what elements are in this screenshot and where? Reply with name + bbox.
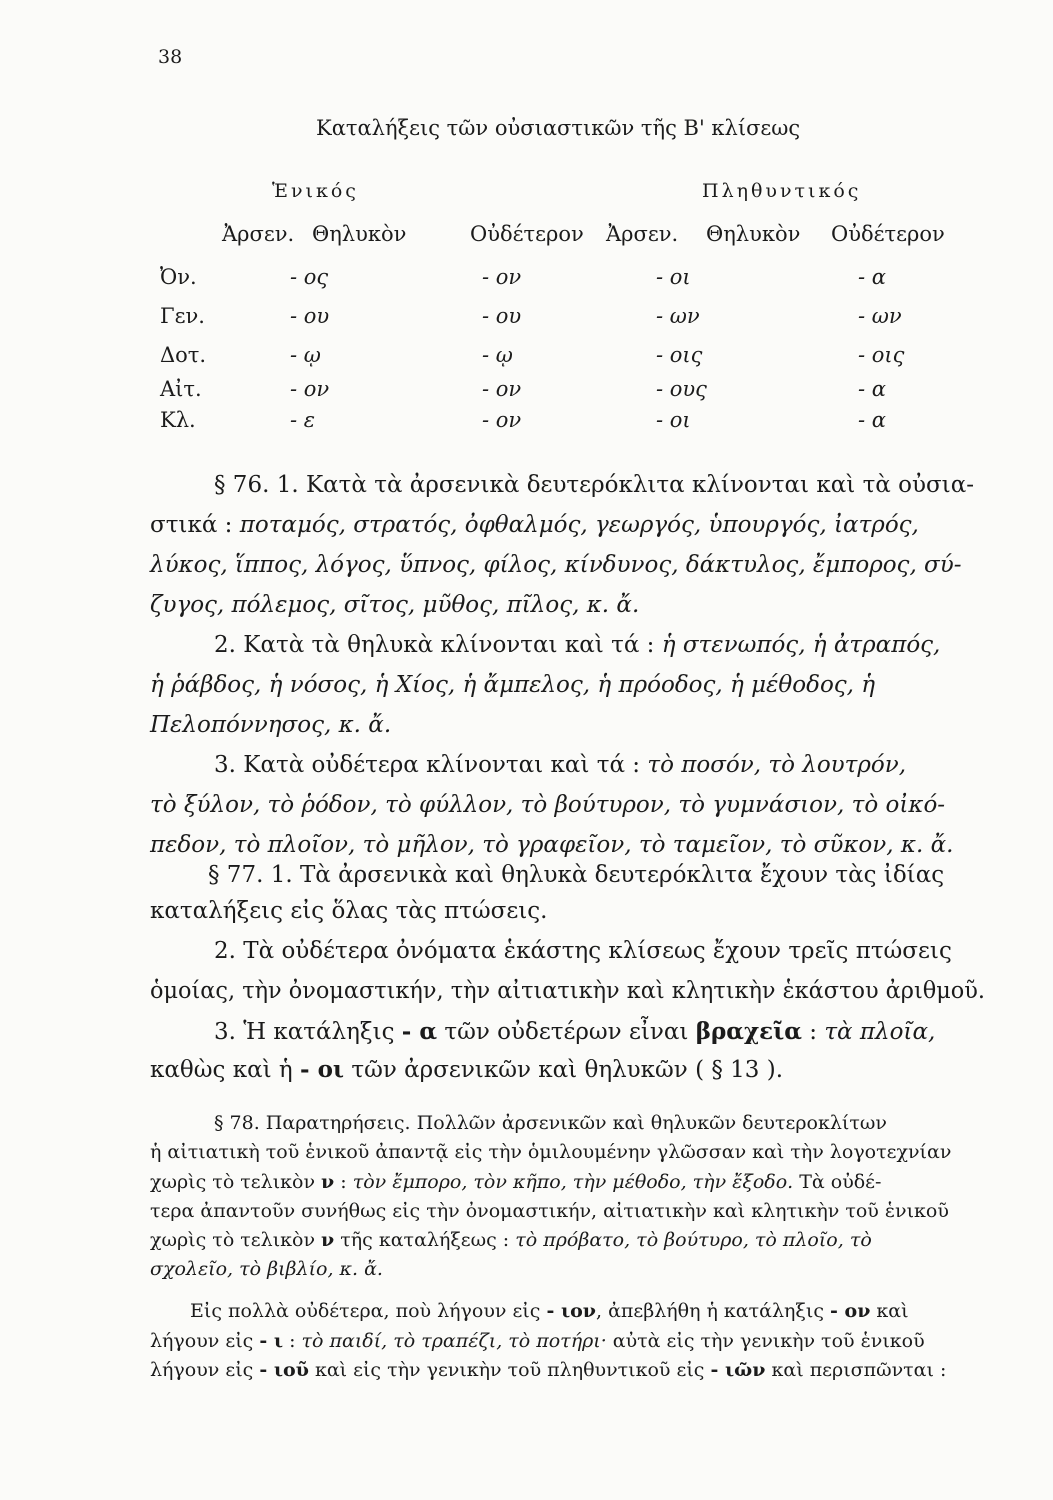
ending-cell: - ον xyxy=(290,377,330,401)
text-line: § 77. 1. Τὰ ἀρσενικὰ καὶ θηλυκὰ δευτερόκλιτα ἔχουν τὰς ἰδίας xyxy=(208,862,945,888)
example-words: ἡ στενωπός, ἡ ἀτραπός, xyxy=(661,632,941,658)
ending: - ιοῦ xyxy=(259,1359,309,1381)
case-label: Δοτ. xyxy=(160,343,207,367)
text-run: 3. Ἡ κατάληξις xyxy=(214,1019,402,1045)
ending: ν xyxy=(321,1229,335,1251)
text-run: αὐτὰ εἰς τὴν γενικὴν τοῦ ἑνικοῦ xyxy=(606,1330,925,1352)
text-line: ὁμοίας, τὴν ὀνομαστικήν, τὴν αἰτιατικὴν καὶ κλητικὴν ἑκάστου ἀριθμοῦ. xyxy=(150,978,985,1004)
ending-cell: - ου xyxy=(290,304,330,328)
text-run: λήγουν εἰς xyxy=(150,1359,260,1381)
text-line xyxy=(150,672,875,698)
text-run: καὶ περισπῶνται : xyxy=(765,1359,947,1381)
text-line xyxy=(150,592,639,618)
text-line: σχολεῖο, τὸ βιβλίο, κ. ἄ. xyxy=(150,1258,383,1280)
example-words: τὸ ποσόν, τὸ λουτρόν, xyxy=(647,752,907,778)
ending-cell: - οι xyxy=(656,408,691,432)
text-line xyxy=(150,1171,881,1193)
example-words: ποταμός, στρατός, ὀφθαλμός, γεωργός, ὑπουργός, ἰατρός, xyxy=(239,512,919,538)
text-line: ἡ αἰτιατικὴ τοῦ ἑνικοῦ ἀπαντᾷ εἰς τὴν ὁμιλουμένην γλῶσσαν καὶ τὴν λογοτεχνίαν xyxy=(150,1141,952,1163)
col-header: Ἀρσεν. xyxy=(606,222,679,246)
text-run: : xyxy=(283,1330,302,1352)
ending-cell: - ῳ xyxy=(290,343,321,367)
text-line xyxy=(150,1330,925,1352)
text-line: τερα ἀπαντοῦν συνήθως εἰς τὴν ὀνομαστικήν, αἰτιατικὴν καὶ κλητικὴν τοῦ ἑνικοῦ xyxy=(150,1200,949,1222)
text-line xyxy=(150,792,945,818)
ending-cell: - ῳ xyxy=(482,343,513,367)
text-line xyxy=(150,832,953,858)
text-line xyxy=(214,632,940,658)
ending-cell: - ος xyxy=(290,265,329,289)
example-words: τὸ παιδί, τὸ τραπέζι, τὸ ποτήρι· xyxy=(301,1330,607,1352)
group-plural: Πληθυντικός xyxy=(702,180,862,202)
ending-cell: - ων xyxy=(858,304,902,328)
text-run: § 76. 1. Κατὰ τὰ ἀρσενικὰ δευτερόκλιτα κλίνονται καὶ τὰ οὐσια- xyxy=(214,472,974,498)
example-words: πεδον, τὸ πλοῖον, τὸ μῆλον, τὸ γραφεῖον, τὸ ταμεῖον, τὸ σῦκον, κ. ἄ. xyxy=(150,832,954,858)
text-run: χωρὶς τὸ τελικὸν xyxy=(150,1171,322,1193)
ending-cell: - ε xyxy=(290,408,316,432)
text-line xyxy=(150,1229,872,1251)
ending-cell: - ον xyxy=(482,377,522,401)
text-line xyxy=(150,512,919,538)
text-line xyxy=(214,752,906,778)
text-run: καθὼς καὶ ἡ xyxy=(150,1057,301,1083)
text-line xyxy=(150,552,962,578)
col-header: Θηλυκὸν xyxy=(706,222,801,246)
example-words: τὸ πρόβατο, τὸ βούτυρο, τὸ πλοῖο, τὸ xyxy=(515,1229,872,1251)
text-run: 2. Κατὰ τὰ θηλυκὰ κλίνονται καὶ τά : xyxy=(214,632,662,658)
col-header: Οὐδέτερον xyxy=(831,222,945,246)
text-line xyxy=(190,1300,909,1322)
ending-cell: - ου xyxy=(482,304,522,328)
text-run: τῶν ἀρσενικῶν καὶ θηλυκῶν ( § 13 ). xyxy=(344,1057,784,1083)
text-run: τῆς καταλήξεως : xyxy=(334,1229,516,1251)
ending: - ιον xyxy=(546,1300,596,1322)
ending: ν xyxy=(321,1171,335,1193)
example-words: λύκος, ἵππος, λόγος, ὕπνος, φίλος, κίνδυνος, δάκτυλος, ἔμπορος, σύ- xyxy=(150,552,962,578)
example-words: Πελοπόννησος, κ. ἄ. xyxy=(150,712,392,738)
col-header: Θηλυκὸν xyxy=(312,222,407,246)
group-singular: Ἑνικός xyxy=(272,180,359,202)
emphasis: βραχεῖα xyxy=(695,1018,802,1045)
case-label: Ὀν. xyxy=(160,265,197,289)
text-line xyxy=(214,1018,935,1045)
ending: - οι xyxy=(300,1056,345,1083)
case-label: Κλ. xyxy=(160,408,196,432)
ending-cell: - α xyxy=(858,377,886,401)
ending-cell: - ους xyxy=(656,377,707,401)
text-run: καὶ εἰς τὴν γενικὴν τοῦ πληθυντικοῦ εἰς xyxy=(308,1359,711,1381)
ending-cell: - α xyxy=(858,265,886,289)
ending-cell: - ων xyxy=(656,304,700,328)
ending-cell: - οι xyxy=(656,265,691,289)
ending: - α xyxy=(401,1018,438,1045)
ending-cell: - οις xyxy=(656,343,703,367)
text-run: Πολλῶν ἀρσενικῶν καὶ θηλυκῶν δευτεροκλίτων xyxy=(416,1112,887,1134)
col-header: Ἀρσεν. xyxy=(222,222,295,246)
case-label: Αἰτ. xyxy=(160,377,202,401)
example-words: ἡ ῥάβδος, ἡ νόσος, ἡ Χίος, ἡ ἄμπελος, ἡ πρόοδος, ἡ μέθοδος, ἡ xyxy=(150,672,876,698)
ending: - ον xyxy=(830,1300,871,1322)
col-header: Οὐδέτερον xyxy=(470,222,584,246)
ending: - ιῶν xyxy=(710,1359,766,1381)
text-line xyxy=(150,712,391,738)
example-words: τὸ ξύλον, τὸ ῥόδον, τὸ φύλλον, τὸ βούτυρον, τὸ γυμνάσιον, τὸ οἰκό- xyxy=(150,792,946,818)
text-line xyxy=(214,1112,887,1134)
text-run: 3. Κατὰ οὐδέτερα κλίνονται καὶ τά : xyxy=(214,752,648,778)
example-words: τὰ πλοῖα, xyxy=(824,1019,936,1045)
ending-cell: - α xyxy=(858,408,886,432)
ending-cell: - οις xyxy=(858,343,905,367)
text-line xyxy=(214,472,974,498)
text-run: Εἰς πολλὰ οὐδέτερα, ποὺ λήγουν εἰς xyxy=(190,1300,547,1322)
page-number: 38 xyxy=(158,46,183,68)
example-words: τὸν ἔμπορο, τὸν κῆπο, τὴν μέθοδο, τὴν ἔξοδο. xyxy=(352,1171,794,1193)
text-run: χωρὶς τὸ τελικὸν xyxy=(150,1229,322,1251)
text-run: , ἀπεβλήθη ἡ κατάληξις xyxy=(596,1300,831,1322)
text-run: στικά : xyxy=(150,512,240,538)
text-run: τῶν οὐδετέρων εἶναι xyxy=(437,1019,696,1045)
text-line: 2. Τὰ οὐδέτερα ὀνόματα ἑκάστης κλίσεως ἔχουν τρεῖς πτώσεις xyxy=(214,938,952,964)
text-run: λήγουν εἰς xyxy=(150,1330,260,1352)
example-words: ζυγος, πόλεμος, σῖτος, μῦθος, πῖλος, κ. ἄ. xyxy=(150,592,640,618)
text-line: καταλήξεις εἰς ὅλας τὰς πτώσεις. xyxy=(150,898,548,924)
table-title: Καταλήξεις τῶν οὐσιαστικῶν τῆς Β' κλίσεως xyxy=(316,116,801,140)
text-run: : xyxy=(801,1019,825,1045)
text-run: καὶ xyxy=(870,1300,909,1322)
section-heading: § 78. Παρατηρήσεις. xyxy=(214,1112,417,1134)
text-run: : xyxy=(334,1171,353,1193)
text-run: Τὰ οὐδέ- xyxy=(793,1171,882,1193)
ending-cell: - ον xyxy=(482,408,522,432)
text-line xyxy=(150,1056,783,1083)
text-line xyxy=(150,1359,946,1381)
case-label: Γεν. xyxy=(160,304,205,328)
ending: - ι xyxy=(259,1330,284,1352)
ending-cell: - ον xyxy=(482,265,522,289)
